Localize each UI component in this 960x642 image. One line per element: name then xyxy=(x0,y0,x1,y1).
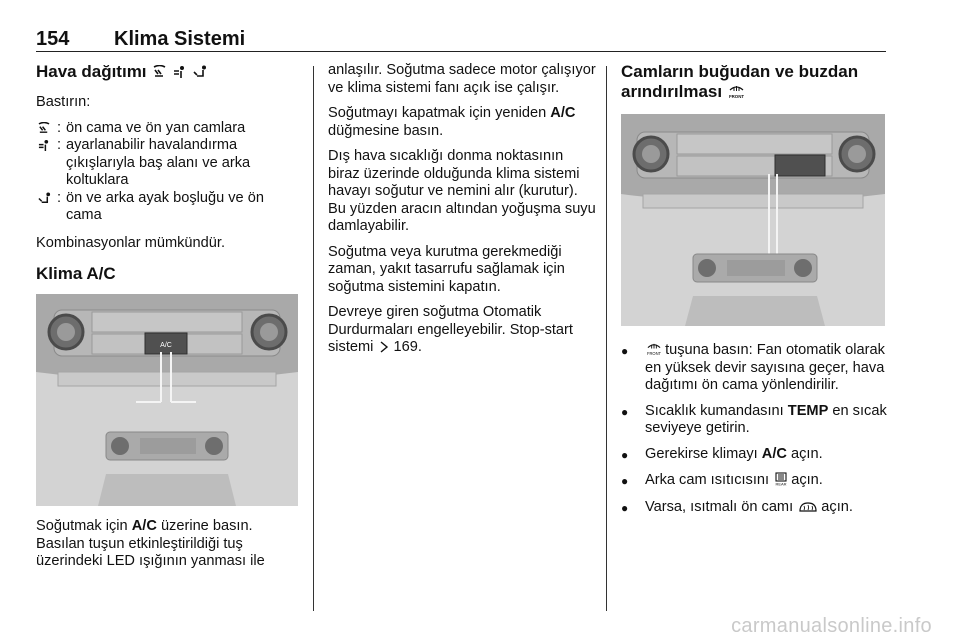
paragraph: Soğutma veya kurutma gerekmediği zaman, yakıt tasarrufu sağlamak için soğutma sistemini kapatın. xyxy=(328,243,565,295)
column-3 xyxy=(621,62,889,525)
ac-keyword: A/C xyxy=(131,518,157,534)
list-item: ● Gerekirse klimayı A/C açın. xyxy=(621,446,889,465)
front-defrost-icon xyxy=(729,84,744,99)
cooling-text: Soğutmak için A/C üzerine basın. Basılan tuşun etkinleştirildiği tuş üzerindeki LED ışığının yanması ile xyxy=(36,518,265,569)
defrost-control-panel-photo xyxy=(621,114,885,326)
paragraph: Dış hava sıcaklığı donma noktasının biraz üzerinde olduğunda klima sistemi havayı soğutur ve nemini alır (kurutur). Bu yüzden aracın altından yoğuşma suyu damlayabilir. xyxy=(328,148,596,234)
svg-text:FRONT: FRONT xyxy=(728,94,744,99)
list-item: ● FRONT tuşuna basın: Fan otomatik olarak en yüksek devir sayısına geçer, hava dağıtımı ön cama yönlendirilir. xyxy=(621,342,885,393)
header-rule xyxy=(36,51,886,52)
list-item: : ön cama ve ön yan camlara xyxy=(36,120,300,138)
windscreen-airflow-icon xyxy=(153,65,166,79)
ac-heading: Klima A/C xyxy=(36,264,116,283)
front-defrost-icon xyxy=(647,342,661,356)
page-title: Klima Sistemi xyxy=(114,28,246,50)
air-distribution-heading: Hava dağıtımı xyxy=(36,62,300,82)
list-item: ● Arka cam ısıtıcısını REAR açın. xyxy=(621,472,889,491)
column-1 xyxy=(36,62,300,571)
combinations-text: Kombinasyonlar mümkündür. xyxy=(36,234,225,251)
rear-window-heater-icon xyxy=(775,472,787,486)
footwell-airflow-icon xyxy=(36,190,52,205)
bullet-icon: ● xyxy=(621,344,629,358)
paragraph: Soğutmayı kapatmak için yeniden A/C düğmesine basın. xyxy=(328,105,576,139)
list-item: : ön ve arka ayak boşluğu ve ön cama xyxy=(36,190,300,225)
list-item: ● Sıcaklık kumandasını TEMP en sıcak seviyeye getirin. xyxy=(621,402,887,436)
column-divider xyxy=(313,66,314,611)
list-item: ● Varsa, ısıtmalı ön camı açın. xyxy=(621,499,889,518)
ac-keyword: A/C xyxy=(761,445,787,462)
column-divider xyxy=(606,66,607,611)
page-number: 154 xyxy=(36,28,70,50)
bullet-icon: ● xyxy=(621,404,629,419)
temp-keyword: TEMP xyxy=(787,402,829,419)
ac-keyword: A/C xyxy=(550,105,576,121)
defrost-heading: Camların buğudan ve buzdan arındırılması FRONT xyxy=(621,62,859,101)
footwell-airflow-icon xyxy=(193,65,207,79)
head-airflow-icon xyxy=(36,137,52,152)
page-reference: 169. xyxy=(393,339,422,355)
bullet-icon: ● xyxy=(621,447,629,462)
page-reference-arrow-icon xyxy=(379,341,389,353)
column-2 xyxy=(328,62,596,357)
ac-control-panel-photo xyxy=(36,294,298,506)
svg-text:FRONT: FRONT xyxy=(647,351,661,356)
paragraph: Devreye giren soğutma Otomatik Durdurmaları engelleyebilir. Stop-start sistemi 169. xyxy=(328,304,573,355)
list-item-text: ayarlanabilir havalandırma çıkışlarıyla baş alanı ve arka koltuklara xyxy=(66,137,251,188)
list-item-text: ön ve arka ayak boşluğu ve ön cama xyxy=(66,189,264,223)
bullet-icon: ● xyxy=(621,500,629,515)
windscreen-airflow-icon xyxy=(36,120,52,135)
defrost-steps-list xyxy=(621,342,889,517)
watermark: carmanualsonline.info xyxy=(731,615,932,637)
air-distribution-list xyxy=(36,120,300,225)
heated-windscreen-icon xyxy=(799,501,817,513)
paragraph: anlaşılır. Soğutma sadece motor çalışıyor ve klima sistemi fanı açık ise çalışır. xyxy=(328,62,596,96)
press-label: Bastırın: xyxy=(36,94,91,110)
list-item-text: ön cama ve ön yan camlara xyxy=(66,119,246,136)
bullet-icon: ● xyxy=(621,474,629,488)
list-item: : ayarlanabilir havalandırma çıkışlarıyla baş alanı ve arka koltuklara xyxy=(36,137,300,190)
head-airflow-icon xyxy=(173,65,186,79)
svg-text:REAR: REAR xyxy=(775,481,787,486)
ac-button-label: A/C xyxy=(160,342,172,349)
